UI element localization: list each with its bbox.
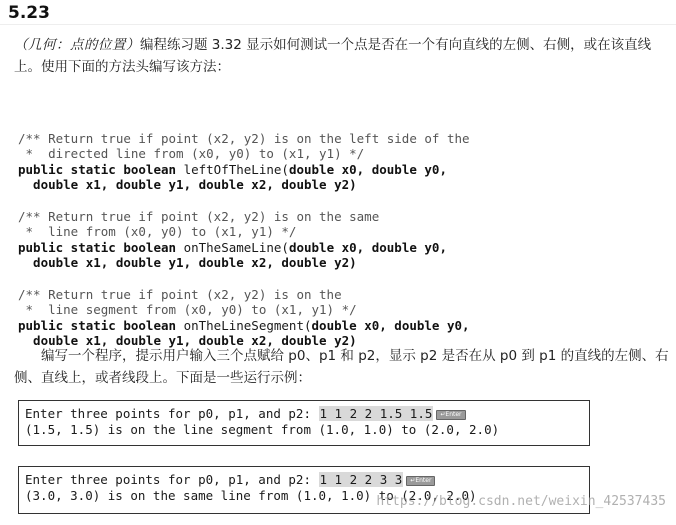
code-params: double x0, double y0, [311, 317, 470, 333]
code-params: double x0, double y0, [288, 239, 447, 255]
code-params: double x1, double y1, double x2, double y2) [18, 333, 357, 349]
enter-key-icon: ↵Enter [406, 476, 435, 486]
intro-tag: （几何：点的位置） [14, 37, 140, 53]
run-user-input: 1 1 2 2 1.5 1.5 [319, 406, 433, 421]
sample-run [18, 400, 590, 446]
code-params: double x0, double y0, [288, 161, 447, 177]
code-method-name: onTheSameLine( [176, 239, 289, 255]
code-keyword: public static boolean [18, 161, 177, 177]
code-comment-line: * line from (x0, y0) to (x1, y1) */ [18, 224, 297, 240]
code-keyword: public static boolean [18, 239, 177, 255]
code-comment-line: * directed line from (x0, y0) to (x1, y1) */ [18, 146, 365, 162]
intro-text: 编程练习题 3.32 显示如何测试一个点是否在一个有向直线的左侧、右侧，或在该直线上。使用下面的方法头编写该方法： [14, 37, 652, 75]
task-paragraph: 编写一个程序，提示用户输入三个点赋给 p0、p1 和 p2，显示 p2 是否在从 p0 到 p1 的直线的左侧、右侧、直线上，或者线段上。下面是一些运行示例： [14, 348, 669, 386]
code-comment-line: /** Return true if point (x2, y2) is on the left side of the [18, 130, 470, 146]
watermark: https://blog.csdn.net/weixin_42537435 [376, 494, 666, 509]
code-method-name: leftOfTheLine( [176, 161, 289, 177]
run-user-input: 1 1 2 2 3 3 [319, 472, 403, 487]
run-prompt: Enter three points for p0, p1, and p2: [25, 406, 319, 421]
code-comment-line: /** Return true if point (x2, y2) is on the same [18, 208, 380, 224]
code-method-name: onTheLineSegment( [176, 317, 312, 333]
run-output: (1.5, 1.5) is on the line segment from (1.0, 1.0) to (2.0, 2.0) [25, 422, 500, 437]
run-output: (3.0, 3.0) is on the same line from (1.0, 1.0) to (2.0, 2.0) [25, 488, 477, 503]
code-comment-line: * line segment from (x0, y0) to (x1, y1) */ [18, 302, 357, 318]
code-params: double x1, double y1, double x2, double y2) [18, 177, 357, 193]
code-comment-line: /** Return true if point (x2, y2) is on the [18, 286, 342, 302]
exercise-number: 5.23 [8, 3, 50, 23]
code-keyword: public static boolean [18, 317, 177, 333]
intro-paragraph [14, 34, 669, 78]
run-prompt: Enter three points for p0, p1, and p2: [25, 472, 319, 487]
header-divider [0, 24, 676, 25]
code-params: double x1, double y1, double x2, double y2) [18, 255, 357, 271]
enter-key-icon: ↵Enter [436, 410, 465, 420]
